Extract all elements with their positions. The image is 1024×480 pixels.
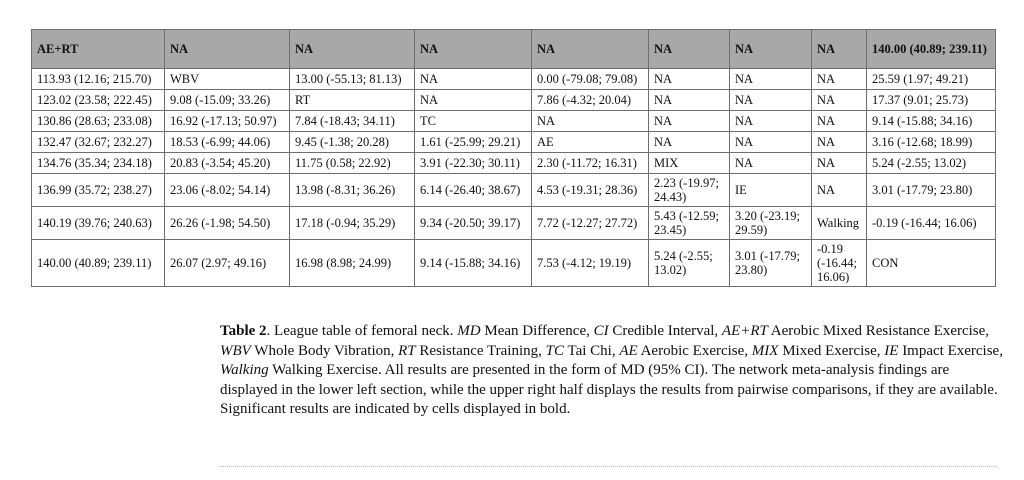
table-cell: NA bbox=[812, 111, 867, 132]
caption-text: Impact Exercise, bbox=[898, 342, 1003, 359]
table-cell: NA bbox=[730, 111, 812, 132]
league-table bbox=[31, 29, 996, 287]
header-cell: NA bbox=[812, 30, 867, 69]
table-row bbox=[32, 174, 996, 207]
table-cell: 17.37 (9.01; 25.73) bbox=[867, 90, 996, 111]
abbr-term: MD bbox=[457, 323, 481, 339]
table-cell: NA bbox=[649, 111, 730, 132]
table-cell: 130.86 (28.63; 233.08) bbox=[32, 111, 165, 132]
caption-label: Table 2 bbox=[220, 323, 267, 339]
caption-text: Whole Body Vibration, bbox=[250, 342, 399, 359]
table-cell: 3.91 (-22.30; 30.11) bbox=[415, 153, 532, 174]
table-cell: NA bbox=[812, 174, 867, 207]
table-cell: 1.61 (-25.99; 29.21) bbox=[415, 132, 532, 153]
caption-text: Tai Chi, bbox=[564, 342, 620, 359]
table-cell: 16.92 (-17.13; 50.97) bbox=[165, 111, 290, 132]
abbr-term: Walking bbox=[220, 362, 269, 378]
table-cell: 26.26 (-1.98; 54.50) bbox=[165, 207, 290, 240]
table-cell: CON bbox=[867, 240, 996, 287]
abbr-term: AE bbox=[619, 342, 638, 359]
table-cell: 20.83 (-3.54; 45.20) bbox=[165, 153, 290, 174]
table-cell: 7.53 (-4.12; 19.19) bbox=[532, 240, 649, 287]
table-cell: 9.45 (-1.38; 20.28) bbox=[290, 132, 415, 153]
table-cell: NA bbox=[415, 90, 532, 111]
caption-text: Mixed Exercise, bbox=[778, 342, 885, 359]
caption-text: . League table of femoral neck. bbox=[266, 323, 458, 339]
abbr-term: MIX bbox=[751, 342, 779, 359]
table-cell: 3.20 (-23.19; 29.59) bbox=[730, 207, 812, 240]
table-cell: 9.14 (-15.88; 34.16) bbox=[867, 111, 996, 132]
table-cell: NA bbox=[812, 90, 867, 111]
table-cell: 6.14 (-26.40; 38.67) bbox=[415, 174, 532, 207]
abbr-term: TC bbox=[545, 342, 564, 359]
table-cell: NA bbox=[532, 111, 649, 132]
table-cell: 132.47 (32.67; 232.27) bbox=[32, 132, 165, 153]
table-cell: 3.01 (-17.79; 23.80) bbox=[730, 240, 812, 287]
table-cell: NA bbox=[649, 90, 730, 111]
table-cell: 13.98 (-8.31; 36.26) bbox=[290, 174, 415, 207]
table-cell: 5.24 (-2.55; 13.02) bbox=[649, 240, 730, 287]
abbr-term: CI bbox=[593, 323, 609, 339]
table-header bbox=[32, 30, 996, 69]
table-cell: 7.84 (-18.43; 34.11) bbox=[290, 111, 415, 132]
table-cell: 3.16 (-12.68; 18.99) bbox=[867, 132, 996, 153]
table-row bbox=[32, 207, 996, 240]
header-cell: AE+RT bbox=[32, 30, 165, 69]
table-cell: NA bbox=[730, 69, 812, 90]
caption-text: Aerobic Mixed Resistance Exercise, bbox=[767, 323, 990, 339]
table-cell: TC bbox=[415, 111, 532, 132]
table-cell: NA bbox=[415, 69, 532, 90]
table-cell: IE bbox=[730, 174, 812, 207]
table-cell: 113.93 (12.16; 215.70) bbox=[32, 69, 165, 90]
table-cell: 140.00 (40.89; 239.11) bbox=[32, 240, 165, 287]
table-cell: 17.18 (-0.94; 35.29) bbox=[290, 207, 415, 240]
table-cell: 13.00 (-55.13; 81.13) bbox=[290, 69, 415, 90]
table-row bbox=[32, 69, 996, 90]
table-cell: 2.30 (-11.72; 16.31) bbox=[532, 153, 649, 174]
table-cell: 26.07 (2.97; 49.16) bbox=[165, 240, 290, 287]
table-cell: 23.06 (-8.02; 54.14) bbox=[165, 174, 290, 207]
table-cell: NA bbox=[812, 153, 867, 174]
abbr-term: AE+RT bbox=[721, 323, 768, 339]
caption-text: Mean Difference, bbox=[480, 323, 594, 339]
table-cell: NA bbox=[730, 132, 812, 153]
table-cell: NA bbox=[649, 69, 730, 90]
table-cell: 123.02 (23.58; 222.45) bbox=[32, 90, 165, 111]
header-cell: NA bbox=[165, 30, 290, 69]
header-cell: NA bbox=[532, 30, 649, 69]
table-cell: -0.19 (-16.44; 16.06) bbox=[812, 240, 867, 287]
table-cell: Walking bbox=[812, 207, 867, 240]
table-cell: NA bbox=[730, 153, 812, 174]
abbr-term: WBV bbox=[220, 342, 251, 359]
table-row bbox=[32, 240, 996, 287]
abbr-term: IE bbox=[884, 342, 899, 359]
header-row bbox=[32, 30, 996, 69]
table-cell: 2.23 (-19.97; 24.43) bbox=[649, 174, 730, 207]
table-cell: AE bbox=[532, 132, 649, 153]
table-cell: 9.34 (-20.50; 39.17) bbox=[415, 207, 532, 240]
abbr-term: RT bbox=[398, 342, 416, 359]
table-cell: NA bbox=[730, 90, 812, 111]
table-cell: 7.86 (-4.32; 20.04) bbox=[532, 90, 649, 111]
caption-text: Aerobic Exercise, bbox=[637, 342, 752, 359]
table-cell: WBV bbox=[165, 69, 290, 90]
header-cell: NA bbox=[730, 30, 812, 69]
table-cell: 16.98 (8.98; 24.99) bbox=[290, 240, 415, 287]
table-cell: 9.08 (-15.09; 33.26) bbox=[165, 90, 290, 111]
table-cell: 5.43 (-12.59; 23.45) bbox=[649, 207, 730, 240]
table-cell: NA bbox=[649, 132, 730, 153]
dotted-divider bbox=[220, 466, 996, 467]
header-cell: NA bbox=[290, 30, 415, 69]
table-cell: 7.72 (-12.27; 27.72) bbox=[532, 207, 649, 240]
table-cell: 4.53 (-19.31; 28.36) bbox=[532, 174, 649, 207]
caption-text: Resistance Training, bbox=[415, 342, 546, 359]
table-caption bbox=[220, 322, 1010, 420]
table-cell: NA bbox=[812, 132, 867, 153]
table-cell: 11.75 (0.58; 22.92) bbox=[290, 153, 415, 174]
table-cell: 5.24 (-2.55; 13.02) bbox=[867, 153, 996, 174]
table-cell: 9.14 (-15.88; 34.16) bbox=[415, 240, 532, 287]
table-row bbox=[32, 132, 996, 153]
table-cell: 18.53 (-6.99; 44.06) bbox=[165, 132, 290, 153]
header-cell: NA bbox=[649, 30, 730, 69]
caption-text: Walking Exercise. All results are presented in the form of MD (95% CI). The network meta-analysis findings are displayed in the lower left section, while the upper right half displays the results from pairwise comparisons, if they are available. Significant results are indicated by cells displayed in bold. bbox=[220, 362, 998, 417]
caption-text: Credible Interval, bbox=[608, 323, 722, 339]
table-cell: MIX bbox=[649, 153, 730, 174]
table-cell: 0.00 (-79.08; 79.08) bbox=[532, 69, 649, 90]
table-body bbox=[32, 69, 996, 287]
table-cell: 136.99 (35.72; 238.27) bbox=[32, 174, 165, 207]
header-cell: 140.00 (40.89; 239.11) bbox=[867, 30, 996, 69]
table-cell: 134.76 (35.34; 234.18) bbox=[32, 153, 165, 174]
header-cell: NA bbox=[415, 30, 532, 69]
table-cell: 25.59 (1.97; 49.21) bbox=[867, 69, 996, 90]
table-cell: RT bbox=[290, 90, 415, 111]
table-cell: NA bbox=[812, 69, 867, 90]
table-row bbox=[32, 153, 996, 174]
table-cell: 140.19 (39.76; 240.63) bbox=[32, 207, 165, 240]
table-cell: -0.19 (-16.44; 16.06) bbox=[867, 207, 996, 240]
table-row bbox=[32, 111, 996, 132]
table-row bbox=[32, 90, 996, 111]
table-cell: 3.01 (-17.79; 23.80) bbox=[867, 174, 996, 207]
